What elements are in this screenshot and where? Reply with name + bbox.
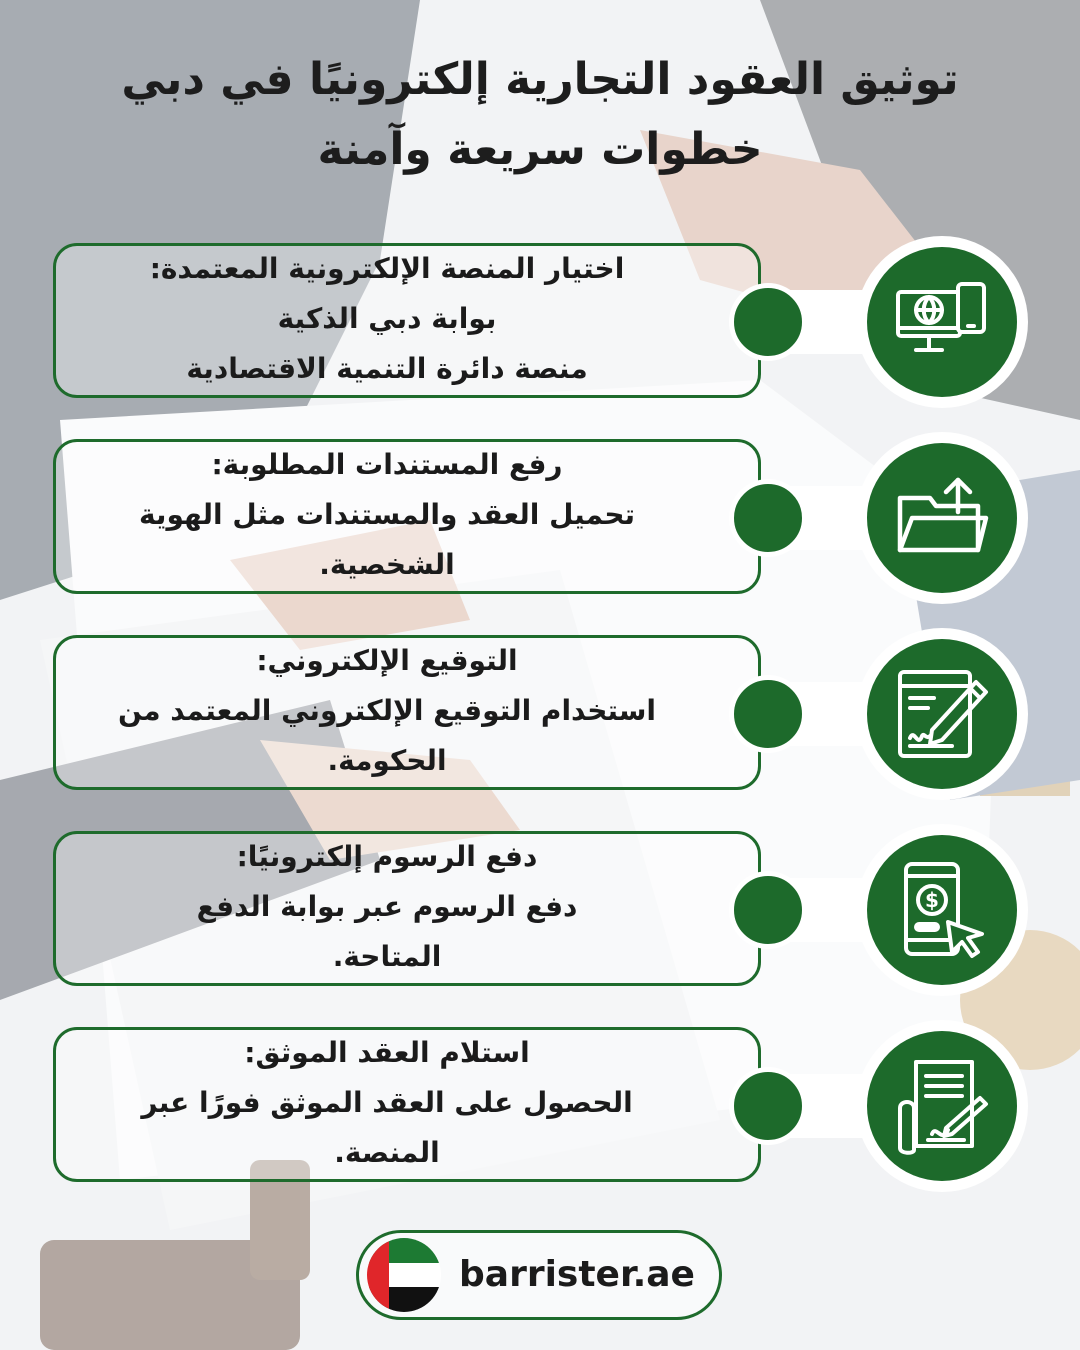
- website-link[interactable]: barrister.ae: [459, 1254, 695, 1295]
- step-4-line-1: دفع الرسوم عبر بوابة الدفع: [196, 890, 578, 923]
- step-1-line-2: منصة دائرة التنمية الاقتصادية: [186, 352, 588, 385]
- step-5-heading: استلام العقد الموثق:: [244, 1036, 530, 1069]
- step-4-line-2: المتاحة.: [332, 940, 442, 973]
- step-1-dot: [729, 283, 807, 361]
- step-1-line-1: بوابة دبي الذكية: [277, 302, 497, 335]
- svg-text:$: $: [925, 888, 939, 912]
- step-3-heading: التوقيع الإلكتروني:: [256, 644, 518, 677]
- document-signature-pen-icon: [892, 664, 992, 764]
- step-2-icon-badge: [856, 432, 1028, 604]
- step-5-line-1: الحصول على العقد الموثق فورًا عبر: [141, 1086, 633, 1119]
- step-1-icon-badge: [856, 236, 1028, 408]
- certified-document-icon: [892, 1056, 992, 1156]
- computer-globe-phone-icon: [892, 272, 992, 372]
- folder-upload-icon: [892, 468, 992, 568]
- step-3-dot: [729, 675, 807, 753]
- step-3-line-1: استخدام التوقيع الإلكتروني المعتمد من: [118, 694, 656, 727]
- footer-badge[interactable]: [356, 1230, 722, 1320]
- page-title-line-2: خطوات سريعة وآمنة: [317, 124, 763, 175]
- step-2-text: [62, 440, 712, 590]
- mobile-payment-icon: [892, 860, 992, 960]
- step-2-heading: رفع المستندات المطلوبة:: [211, 448, 563, 481]
- step-5-dot: [729, 1067, 807, 1145]
- step-4-icon-badge: [856, 824, 1028, 996]
- step-5-icon-badge: [856, 1020, 1028, 1192]
- step-5-line-2: المنصة.: [334, 1136, 440, 1169]
- uae-flag-icon: [367, 1238, 441, 1312]
- step-3-line-2: الحكومة.: [327, 744, 447, 777]
- step-1-heading: اختيار المنصة الإلكترونية المعتمدة:: [149, 252, 625, 285]
- step-2-line-2: الشخصية.: [319, 548, 455, 581]
- step-4-dot: [729, 871, 807, 949]
- step-2-dot: [729, 479, 807, 557]
- step-2-line-1: تحميل العقد والمستندات مثل الهوية: [138, 498, 636, 531]
- page-title-line-1: توثيق العقود التجارية إلكترونيًا في دبي: [121, 54, 959, 105]
- step-4-text: [62, 832, 712, 982]
- step-5-text: [62, 1028, 712, 1178]
- step-1-text: [62, 244, 712, 394]
- step-4-heading: دفع الرسوم إلكترونيًا:: [236, 840, 538, 873]
- step-3-icon-badge: [856, 628, 1028, 800]
- step-3-text: [62, 636, 712, 786]
